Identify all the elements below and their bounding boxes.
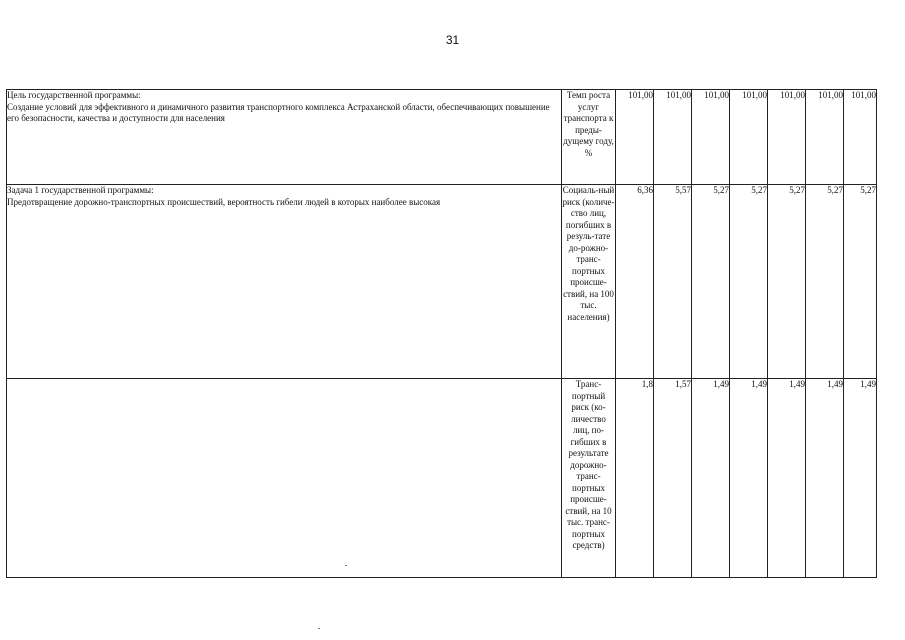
scan-artifact xyxy=(345,565,347,566)
goal-cell xyxy=(7,90,562,185)
row-heading: Задача 1 государственной программы: xyxy=(7,185,154,195)
program-indicators-table xyxy=(6,89,877,578)
table-row xyxy=(7,90,877,185)
value-cell: 5,27 xyxy=(768,185,806,379)
value-cell: 5,27 xyxy=(730,185,768,379)
task-cell xyxy=(7,185,562,379)
value-cell: 5,27 xyxy=(806,185,844,379)
value-cell: 1,49 xyxy=(768,379,806,578)
value-cell: 1,49 xyxy=(730,379,768,578)
row-description: Создание условий для эффективного и динамичного развития транспортного комплекса Астраханской области, обеспечивающих повышение его безопасности, качества и доступности для населения xyxy=(7,101,550,123)
row-heading: Цель государственной программы: xyxy=(7,90,141,100)
indicator-name: Социаль-ный риск (количе-ство лиц, погибших в резуль-тате до-рожно-транс-портных происше-ствий, на 100 тыс. населения) xyxy=(562,185,616,379)
value-cell: 101,00 xyxy=(768,90,806,185)
value-cell: 6,36 xyxy=(616,185,654,379)
table-row xyxy=(7,379,877,578)
value-cell: 101,00 xyxy=(692,90,730,185)
indicator-name: Транс-портный риск (ко-личество лиц, по-гибших в результате дорожно-транс-портных происше-ствий, на 10 тыс. транс-портных средств) xyxy=(562,379,616,578)
value-cell: 5,57 xyxy=(654,185,692,379)
value-cell: 101,00 xyxy=(730,90,768,185)
value-cell: 1,8 xyxy=(616,379,654,578)
value-cell: 1,49 xyxy=(844,379,877,578)
table-row xyxy=(7,185,877,379)
indicator-name: Темп роста услуг транспорта к преды-дущему году, % xyxy=(562,90,616,185)
scan-artifact xyxy=(318,628,320,629)
value-cell: 1,49 xyxy=(692,379,730,578)
value-cell: 101,00 xyxy=(616,90,654,185)
value-cell: 101,00 xyxy=(844,90,877,185)
value-cell: 1,57 xyxy=(654,379,692,578)
page-number: 31 xyxy=(445,33,460,47)
value-cell: 1,49 xyxy=(806,379,844,578)
empty-description-cell xyxy=(7,379,562,578)
row-description: Предотвращение дорожно-транспортных происшествий, вероятность гибели людей в которых наиболее высокая xyxy=(7,196,441,207)
value-cell: 5,27 xyxy=(844,185,877,379)
value-cell: 101,00 xyxy=(654,90,692,185)
value-cell: 5,27 xyxy=(692,185,730,379)
value-cell: 101,00 xyxy=(806,90,844,185)
